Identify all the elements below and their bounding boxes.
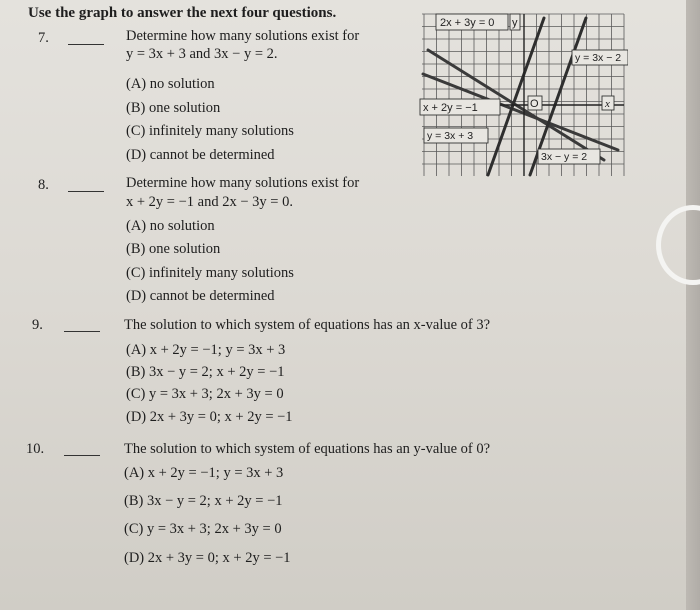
label-origin: O bbox=[530, 98, 539, 110]
question-8-answer-blank[interactable] bbox=[68, 191, 104, 192]
system-of-equations-graph bbox=[418, 10, 628, 180]
question-10-option-b: (B) 3x − y = 2; x + 2y = −1 bbox=[124, 493, 283, 509]
question-7-answer-blank[interactable] bbox=[68, 44, 104, 45]
question-8-option-a: (A) no solution bbox=[126, 218, 215, 234]
question-9-prompt: The solution to which system of equations has an x-value of 3? bbox=[124, 317, 491, 333]
question-9-answer-blank[interactable] bbox=[64, 331, 100, 332]
question-7-prompt-equations: y = 3x + 3 and 3x − y = 2. bbox=[126, 46, 278, 62]
question-10-answer-blank[interactable] bbox=[64, 455, 100, 456]
question-8-option-c: (C) infinitely many solutions bbox=[126, 265, 294, 281]
question-7-prompt: Determine how many solutions exist for bbox=[126, 28, 360, 44]
question-10-option-c: (C) y = 3x + 3; 2x + 3y = 0 bbox=[124, 521, 282, 537]
question-10-number: 10. bbox=[26, 441, 45, 457]
question-7-option-c: (C) infinitely many solutions bbox=[126, 123, 294, 139]
page-edge bbox=[686, 0, 700, 610]
label-y-eq-3x-plus-3: y = 3x + 3 bbox=[427, 130, 474, 142]
question-8-option-b: (B) one solution bbox=[126, 241, 221, 257]
label-x-plus-2y-eq-neg1: x + 2y = −1 bbox=[423, 102, 478, 114]
question-10-prompt: The solution to which system of equations has an y-value of 0? bbox=[124, 441, 491, 457]
question-9-number: 9. bbox=[32, 317, 43, 333]
question-9-option-a: (A) x + 2y = −1; y = 3x + 3 bbox=[126, 342, 286, 358]
label-2x-plus-3y-eq-0: 2x + 3y = 0 bbox=[440, 17, 495, 29]
question-8-number: 8. bbox=[38, 177, 49, 193]
question-7-number: 7. bbox=[38, 30, 49, 46]
question-7-option-d: (D) cannot be determined bbox=[126, 147, 275, 163]
question-8-option-d: (D) cannot be determined bbox=[126, 288, 275, 304]
question-10-option-d: (D) 2x + 3y = 0; x + 2y = −1 bbox=[124, 550, 291, 566]
label-axis-x: x bbox=[605, 98, 610, 110]
label-axis-y: y bbox=[512, 17, 518, 29]
question-7-option-a: (A) no solution bbox=[126, 76, 215, 92]
question-8-prompt-equations: x + 2y = −1 and 2x − 3y = 0. bbox=[126, 194, 293, 210]
question-9-option-d: (D) 2x + 3y = 0; x + 2y = −1 bbox=[126, 409, 293, 425]
label-y-eq-3x-minus-2: y = 3x − 2 bbox=[575, 52, 622, 64]
worksheet-heading: Use the graph to answer the next four questions. bbox=[28, 5, 337, 21]
question-9-option-c: (C) y = 3x + 3; 2x + 3y = 0 bbox=[126, 386, 284, 402]
question-7-option-b: (B) one solution bbox=[126, 100, 221, 116]
question-10-option-a: (A) x + 2y = −1; y = 3x + 3 bbox=[124, 465, 284, 481]
question-8-prompt: Determine how many solutions exist for bbox=[126, 175, 360, 191]
question-9-option-b: (B) 3x − y = 2; x + 2y = −1 bbox=[126, 364, 285, 380]
label-3x-minus-y-eq-2: 3x − y = 2 bbox=[541, 151, 588, 163]
